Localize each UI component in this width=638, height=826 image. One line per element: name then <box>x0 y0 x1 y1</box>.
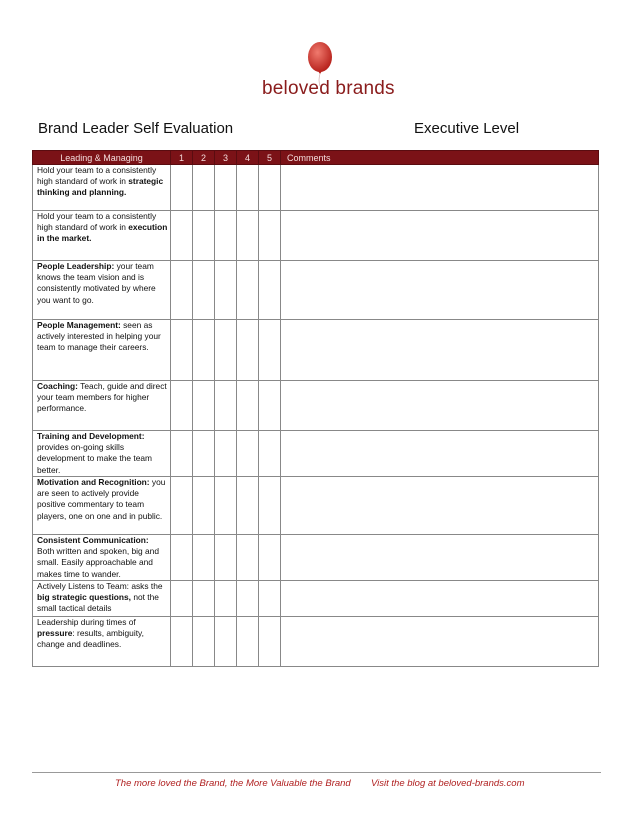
page-title: Brand Leader Self Evaluation <box>38 120 234 137</box>
score-cell[interactable] <box>171 261 193 320</box>
comments-cell[interactable] <box>281 211 599 261</box>
criteria-cell <box>33 165 171 211</box>
score-cell[interactable] <box>237 581 259 617</box>
table-row <box>33 261 599 320</box>
criteria-text: Training and Development: <box>37 431 145 441</box>
score-cell[interactable] <box>193 431 215 477</box>
criteria-text: big strategic questions, <box>37 592 132 603</box>
score-cell[interactable] <box>215 211 237 261</box>
criteria-text: People Leadership: <box>37 261 115 271</box>
score-cell[interactable] <box>193 261 215 320</box>
score-cell[interactable] <box>193 535 215 581</box>
comments-column-header: Comments <box>281 151 599 165</box>
score-cell[interactable] <box>259 211 281 261</box>
table-row <box>33 211 599 261</box>
score-cell[interactable] <box>237 261 259 320</box>
comments-cell[interactable] <box>281 431 599 477</box>
score-column-header: 2 <box>193 151 215 165</box>
score-cell[interactable] <box>171 477 193 535</box>
criteria-cell <box>33 261 171 320</box>
score-column-header: 3 <box>215 151 237 165</box>
score-cell[interactable] <box>259 431 281 477</box>
score-column-header: 4 <box>237 151 259 165</box>
score-cell[interactable] <box>215 165 237 211</box>
criteria-text: Leadership during times of <box>37 617 136 627</box>
comments-cell[interactable] <box>281 617 599 667</box>
score-cell[interactable] <box>193 381 215 431</box>
score-cell[interactable] <box>215 535 237 581</box>
comments-cell[interactable] <box>281 165 599 211</box>
level-label: Executive Level <box>414 120 520 137</box>
criteria-column-header: Leading & Managing <box>33 151 171 165</box>
score-cell[interactable] <box>259 381 281 431</box>
evaluation-table <box>32 150 599 667</box>
comments-cell[interactable] <box>281 535 599 581</box>
criteria-text: Teach, guide and direct your team members for higher performance. <box>37 381 167 414</box>
score-cell[interactable] <box>237 165 259 211</box>
criteria-text: not the small tactical details <box>37 592 159 614</box>
footer-divider <box>32 772 601 773</box>
score-cell[interactable] <box>171 617 193 667</box>
score-cell[interactable] <box>215 617 237 667</box>
score-cell[interactable] <box>171 535 193 581</box>
criteria-text: : results, ambiguity, change and deadlines. <box>37 628 144 650</box>
footer-blog-link[interactable]: Visit the blog at beloved-brands.com <box>371 778 525 789</box>
comments-cell[interactable] <box>281 320 599 381</box>
table-row <box>33 581 599 617</box>
score-cell[interactable] <box>215 320 237 381</box>
score-cell[interactable] <box>259 165 281 211</box>
score-cell[interactable] <box>171 165 193 211</box>
score-cell[interactable] <box>171 211 193 261</box>
criteria-text: Coaching: <box>37 381 78 391</box>
score-cell[interactable] <box>237 617 259 667</box>
criteria-text: you are seen to actively provide positive commentary to team players, one on one and in public. <box>37 477 166 521</box>
score-cell[interactable] <box>171 320 193 381</box>
criteria-text: Motivation and Recognition: <box>37 477 150 487</box>
criteria-text: your team knows the team vision and is consistently motivated by where you want to go. <box>37 261 156 305</box>
criteria-text: provides on-going skills development to make the team better. <box>37 442 152 475</box>
score-cell[interactable] <box>215 431 237 477</box>
score-cell[interactable] <box>259 477 281 535</box>
score-cell[interactable] <box>215 581 237 617</box>
criteria-text: Actively Listens to Team: asks the <box>37 581 163 591</box>
table-row <box>33 320 599 381</box>
criteria-cell <box>33 535 171 581</box>
score-cell[interactable] <box>237 381 259 431</box>
logo-brand-text: beloved brands <box>262 78 395 99</box>
criteria-text: Hold your team to a consistently high standard of work in <box>37 165 157 187</box>
table-row <box>33 431 599 477</box>
score-cell[interactable] <box>171 581 193 617</box>
criteria-cell <box>33 581 171 617</box>
criteria-text: pressure <box>37 628 73 639</box>
score-cell[interactable] <box>259 535 281 581</box>
score-column-header: 5 <box>259 151 281 165</box>
score-cell[interactable] <box>193 165 215 211</box>
criteria-cell <box>33 381 171 431</box>
score-cell[interactable] <box>215 477 237 535</box>
criteria-cell <box>33 320 171 381</box>
score-cell[interactable] <box>259 617 281 667</box>
criteria-cell <box>33 211 171 261</box>
score-cell[interactable] <box>259 320 281 381</box>
table-row <box>33 535 599 581</box>
criteria-cell <box>33 617 171 667</box>
criteria-text: execution in the market. <box>37 222 168 244</box>
table-row <box>33 381 599 431</box>
score-cell[interactable] <box>171 431 193 477</box>
comments-cell[interactable] <box>281 581 599 617</box>
table-header-row <box>33 151 599 165</box>
criteria-text: People Management: <box>37 320 121 330</box>
score-cell[interactable] <box>193 581 215 617</box>
beloved-brands-logo <box>254 40 395 106</box>
score-cell[interactable] <box>215 261 237 320</box>
criteria-text: seen as actively interested in helping your team to manage their careers. <box>37 320 161 353</box>
criteria-text: Hold your team to a consistently high standard of work in <box>37 211 157 233</box>
score-cell[interactable] <box>171 381 193 431</box>
criteria-cell <box>33 477 171 535</box>
footer-tagline: The more loved the Brand, the More Valuable the Brand <box>115 778 351 789</box>
score-column-header: 1 <box>171 151 193 165</box>
score-cell[interactable] <box>193 617 215 667</box>
comments-cell[interactable] <box>281 381 599 431</box>
criteria-cell <box>33 431 171 477</box>
score-cell[interactable] <box>237 477 259 535</box>
score-cell[interactable] <box>193 211 215 261</box>
comments-cell[interactable] <box>281 477 599 535</box>
score-cell[interactable] <box>237 320 259 381</box>
table-row <box>33 617 599 667</box>
score-cell[interactable] <box>193 320 215 381</box>
score-cell[interactable] <box>237 535 259 581</box>
score-cell[interactable] <box>259 261 281 320</box>
criteria-text: Both written and spoken, big and small. Easily approachable and makes time to wander. <box>37 546 159 579</box>
criteria-text: Consistent Communication: <box>37 535 149 545</box>
score-cell[interactable] <box>237 211 259 261</box>
comments-cell[interactable] <box>281 261 599 320</box>
score-cell[interactable] <box>259 581 281 617</box>
score-cell[interactable] <box>193 477 215 535</box>
table-row <box>33 165 599 211</box>
score-cell[interactable] <box>237 431 259 477</box>
score-cell[interactable] <box>215 381 237 431</box>
criteria-text: strategic thinking and planning. <box>37 176 164 198</box>
table-row <box>33 477 599 535</box>
